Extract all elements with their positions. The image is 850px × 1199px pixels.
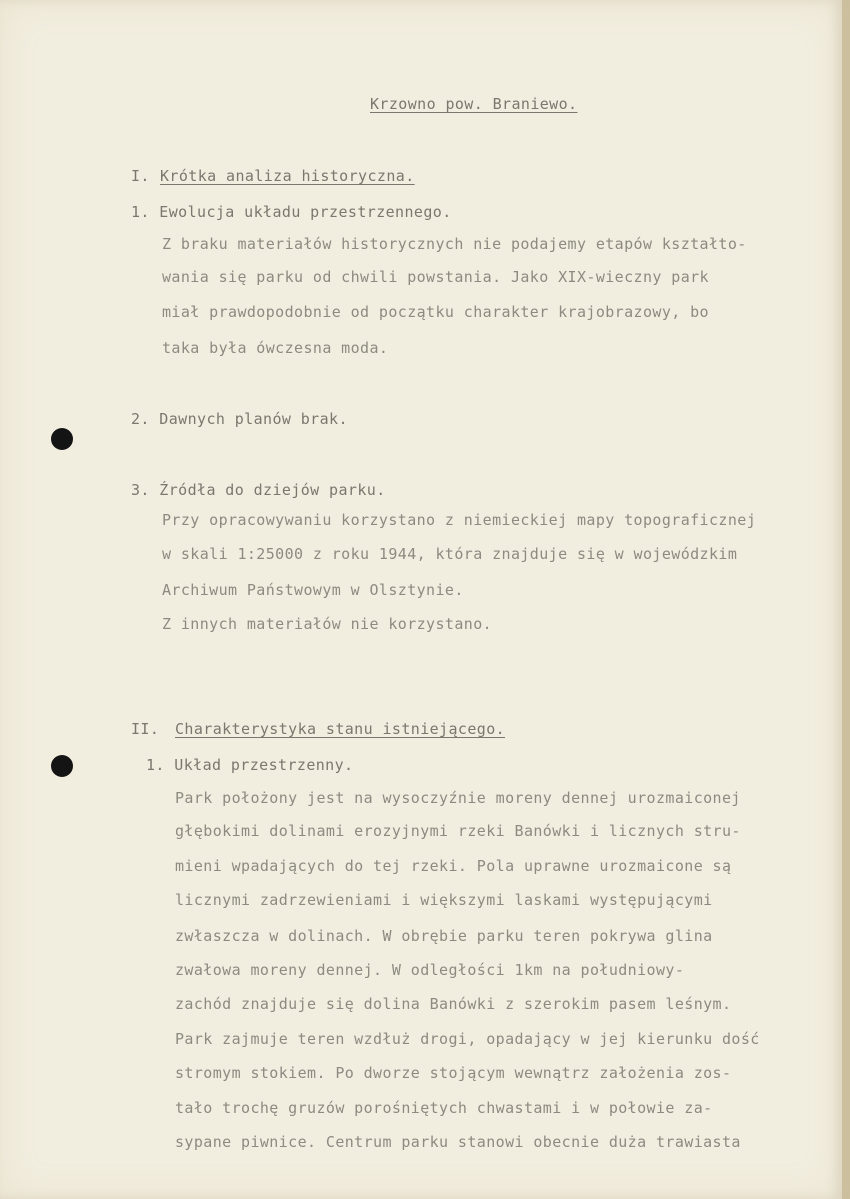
section-2-item-1-line: tało trochę gruzów porośniętych chwastami i w połowie za- xyxy=(175,1099,713,1117)
section-2-item-1-line: zwałowa moreny dennej. W odległości 1km na południowy- xyxy=(175,961,685,979)
section-1-item-1-line: miał prawdopodobnie od początku charakter krajobrazowy, bo xyxy=(162,303,709,321)
section-2-number: II. xyxy=(131,720,160,738)
section-1-item-3-line: Przy opracowywaniu korzystano z niemieckiej mapy topograficznej xyxy=(162,511,757,529)
section-1-item-2: 2. Dawnych planów brak. xyxy=(131,410,348,428)
section-1-number: I. xyxy=(131,167,150,185)
section-1-item-1-line: taka była ówczesna moda. xyxy=(162,339,389,357)
section-1-item-3-line: w skali 1:25000 z roku 1944, która znajduje się w wojewódzkim xyxy=(162,545,738,563)
section-1-item-1-line: wania się parku od chwili powstania. Jako XIX-wieczny park xyxy=(162,268,709,286)
punch-hole-bottom xyxy=(51,755,73,777)
punch-hole-top xyxy=(51,428,73,450)
section-2-item-1-line: mieni wpadających do tej rzeki. Pola uprawne urozmaicone są xyxy=(175,857,732,875)
section-1-item-3-line: Z innych materiałów nie korzystano. xyxy=(162,615,493,633)
section-2-item-1-line: licznymi zadrzewieniami i większymi laskami występującymi xyxy=(175,891,713,909)
section-2-item-1-line: stromym stokiem. Po dworze stojącym wewnątrz założenia zos- xyxy=(175,1064,732,1082)
page-edge xyxy=(842,0,850,1199)
section-2-item-1-line: sypane piwnice. Centrum parku stanowi obecnie duża trawiasta xyxy=(175,1133,741,1151)
section-2-item-1-line: głębokimi dolinami erozyjnymi rzeki Banówki i licznych stru- xyxy=(175,822,741,840)
section-2-item-1-label: 1. Układ przestrzenny. xyxy=(146,756,354,774)
document-title: Krzowno pow. Braniewo. xyxy=(370,95,578,113)
section-2-item-1-line: Park położony jest na wysoczyźnie moreny dennej urozmaiconej xyxy=(175,789,741,807)
section-1-item-1-label: 1. Ewolucja układu przestrzennego. xyxy=(131,203,452,221)
section-1-item-3-line: Archiwum Państwowym w Olsztynie. xyxy=(162,581,464,599)
section-2-item-1-line: Park zajmuje teren wzdłuż drogi, opadający w jej kierunku dość xyxy=(175,1030,760,1048)
section-1-item-3-label: 3. Źródła do dziejów parku. xyxy=(131,481,386,499)
section-2-heading: Charakterystyka stanu istniejącego. xyxy=(175,720,506,738)
section-2-item-1-line: zwłaszcza w dolinach. W obrębie parku teren pokrywa glina xyxy=(175,927,713,945)
section-1-item-1-line: Z braku materiałów historycznych nie podajemy etapów kształto- xyxy=(162,235,747,253)
section-2-item-1-line: zachód znajduje się dolina Banówki z szerokim pasem leśnym. xyxy=(175,995,732,1013)
section-1-heading: Krótka analiza historyczna. xyxy=(160,167,415,185)
